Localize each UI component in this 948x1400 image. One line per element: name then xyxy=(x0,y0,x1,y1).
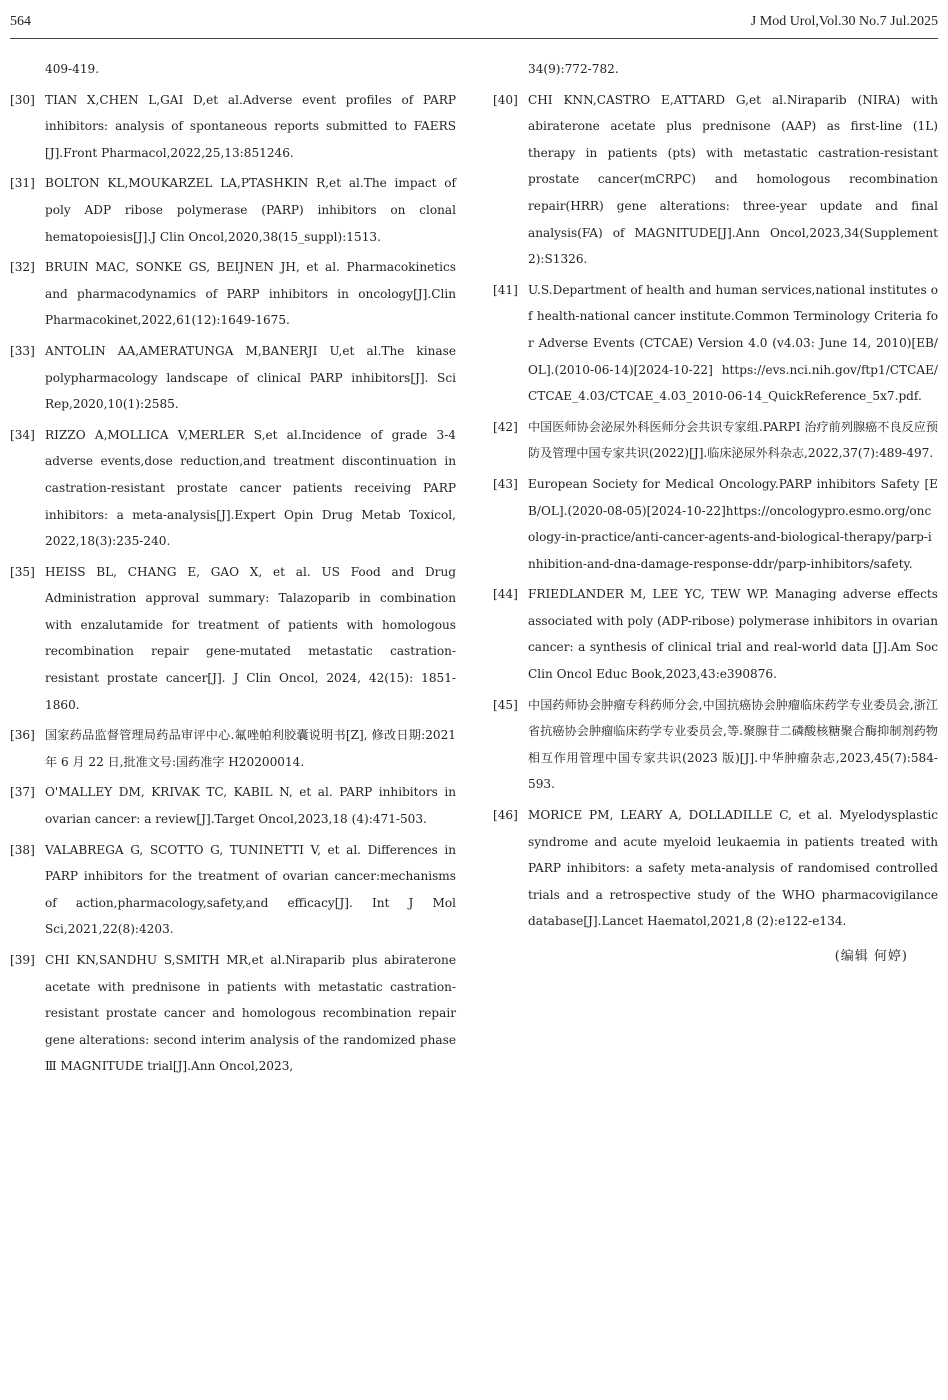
reference-number: [31] xyxy=(10,176,35,191)
reference-text: TIAN X,CHEN L,GAI D,et al.Adverse event profiles of PARP inhibitors: analysis of spontaneous reports submitted to FAERS [J].Front Pharmacol,2022,25,13:851246. xyxy=(45,92,456,160)
reference-text: BRUIN MAC, SONKE GS, BEIJNEN JH, et al. Pharmacokinetics and pharmacodynamics of PARP inhibitors in oncology[J].Clin Pharmacokinet,2022,61(12):1649-1675. xyxy=(45,260,456,328)
reference-number: [38] xyxy=(10,842,35,857)
reference-text: RIZZO A,MOLLICA V,MERLER S,et al.Incidence of grade 3-4 adverse events,dose reduction,and treatment discontinuation in castration-resistant prostate cancer patients receiving PARP inhibitors: a meta-analysis[J].Expert Opin Drug Metab Toxicol, 2022,18(3):235-240. xyxy=(45,427,456,549)
reference-text: 中国药师协会肿瘤专科药师分会,中国抗癌协会肿瘤临床药学专业委员会,浙江省抗癌协会肿瘤临床药学专业委员会,等.聚腺苷二磷酸核糖聚合酶抑制剂药物相互作用管理中国专家共识(2023 版)[J].中华肿瘤杂志,2023,45(7):584-593. xyxy=(528,697,938,792)
reference-text: BOLTON KL,MOUKARZEL LA,PTASHKIN R,et al.The impact of poly ADP ribose polymerase (PARP) inhibitors on clonal hematopoiesis[J].J Clin Oncol,2020,38(15_suppl):1513. xyxy=(45,176,456,244)
editor-note: (编辑 何婷) xyxy=(834,949,908,964)
reference-item xyxy=(10,254,456,334)
reference-item xyxy=(493,581,938,687)
reference-text: ANTOLIN AA,AMERATUNGA M,BANERJI U,et al.The kinase polypharmacology landscape of clinical PARP inhibitors[J]. Sci Rep,2020,10(1):2585. xyxy=(45,343,456,412)
left-column xyxy=(10,56,456,1084)
reference-number: [36] xyxy=(10,728,35,743)
reference-text: VALABREGA G, SCOTTO G, TUNINETTI V, et al. Differences in PARP inhibitors for the treatment of ovarian cancer:mechanisms of action,pharmacology,safety,and efficacy[J]. Int J Mol Sci,2021,22(8):4203. xyxy=(45,842,456,937)
reference-item xyxy=(493,277,938,410)
reference-item xyxy=(10,338,456,418)
reference-text: U.S.Department of health and human services,national institutes of health-national cancer institute.Common Terminology Criteria for Adverse Events (CTCAE) Version 4.0 (v4.03: June 14, 2010)[EB/OL].(2010-06-14)[2024-10-22] https://evs.nci.nih.gov/ftp1/CTCAE/CTCAE_4.03/CTCAE_4.03_2010-06-14_QuickReference_5x7.pdf. xyxy=(528,282,938,404)
running-header xyxy=(10,12,938,39)
reference-number: [37] xyxy=(10,785,35,800)
reference-item xyxy=(493,414,938,467)
reference-item xyxy=(10,170,456,250)
reference-item xyxy=(493,471,938,577)
reference-number: [35] xyxy=(10,564,35,579)
reference-number: [34] xyxy=(10,427,35,442)
page-number: 564 xyxy=(10,14,31,29)
reference-item xyxy=(10,87,456,167)
reference-item xyxy=(493,692,938,798)
reference-text: CHI KN,SANDHU S,SMITH MR,et al.Niraparib plus abiraterone acetate with prednisone in patients with metastatic castration-resistant prostate cancer and homologous recombination repair gene alterations: second interim analysis of the randomized phase Ⅲ MAGNITUDE trial[J].Ann Oncol,2023, xyxy=(45,953,456,1074)
reference-text: 国家药品监督管理局药品审评中心.氟唑帕利胶囊说明书[Z], 修改日期:2021 年 6 月 22 日,批准文号:国药准字 H20200014. xyxy=(45,728,456,769)
reference-item xyxy=(10,722,456,775)
reference-item xyxy=(10,779,456,832)
reference-number: [43] xyxy=(493,476,518,491)
reference-item xyxy=(10,947,456,1080)
reference-number: [45] xyxy=(493,697,518,712)
reference-item xyxy=(493,87,938,273)
reference-number: [30] xyxy=(10,92,35,107)
reference-item xyxy=(10,837,456,943)
reference-number: [44] xyxy=(493,587,518,602)
reference-text: MORICE PM, LEARY A, DOLLADILLE C, et al. Myelodysplastic syndrome and acute myeloid leukaemia in patients treated with PARP inhibitors: a safety meta-analysis of randomised controlled trials and a retrospective study of the WHO pharmacovigilance database[J].Lancet Haematol,2021,8 (2):e122-e134. xyxy=(528,808,938,929)
reference-number: [33] xyxy=(10,343,35,358)
reference-continuation: 409-419. xyxy=(45,62,100,76)
reference-text: O'MALLEY DM, KRIVAK TC, KABIL N, et al. PARP inhibitors in ovarian cancer: a review[J].Target Oncol,2023,18 (4):471-503. xyxy=(45,785,456,827)
journal-info: J Mod Urol,Vol.30 No.7 Jul.2025 xyxy=(750,14,938,29)
right-column xyxy=(493,56,938,964)
reference-number: [40] xyxy=(493,92,518,107)
reference-text: CHI KNN,CASTRO E,ATTARD G,et al.Niraparib (NIRA) with abiraterone acetate plus prednisone (AAP) as first-line (1L) therapy in patients (pts) with metastatic castration-resistant prostate cancer(mCRPC) and homologous recombination repair(HRR) gene alterations: three-year update and final analysis(FA) of MAGNITUDE[J].Ann Oncol,2023,34(Supplement 2):S1326. xyxy=(528,92,938,267)
reference-item xyxy=(10,559,456,719)
reference-number: [41] xyxy=(493,282,518,297)
reference-item xyxy=(10,422,456,555)
reference-number: [46] xyxy=(493,808,518,823)
reference-continuation: 34(9):772-782. xyxy=(528,62,619,76)
reference-number: [42] xyxy=(493,419,518,434)
reference-number: [32] xyxy=(10,260,35,275)
reference-text: FRIEDLANDER M, LEE YC, TEW WP. Managing adverse effects associated with poly (ADP-ribose) polymerase inhibitors in ovarian cancer: a synthesis of clinical trial and real-world data [J].Am Soc Clin Oncol Educ Book,2023,43:e390876. xyxy=(528,587,938,682)
reference-text: 中国医师协会泌尿外科医师分会共识专家组.PARPI 治疗前列腺癌不良反应预防及管理中国专家共识(2022)[J].临床泌尿外科杂志,2022,37(7):489-497. xyxy=(528,419,938,461)
reference-text: European Society for Medical Oncology.PARP inhibitors Safety [EB/OL].(2020-08-05)[2024-10-22]https://oncologypro.esmo.org/oncology-in-practice/anti-cancer-agents-and-biological-therapy/parp-inhibition-and-dna-damage-response-ddr/parp-inhibitors/safety. xyxy=(528,476,938,571)
reference-number: [39] xyxy=(10,953,35,967)
reference-item xyxy=(493,802,938,935)
reference-text: HEISS BL, CHANG E, GAO X, et al. US Food and Drug Administration approval summary: Talazoparib in combination with enzalutamide for treatment of patients with homologous recombination repair gene-mutated metastatic castration-resistant prostate cancer[J]. J Clin Oncol, 2024, 42(15): 1851-1860. xyxy=(45,564,456,712)
